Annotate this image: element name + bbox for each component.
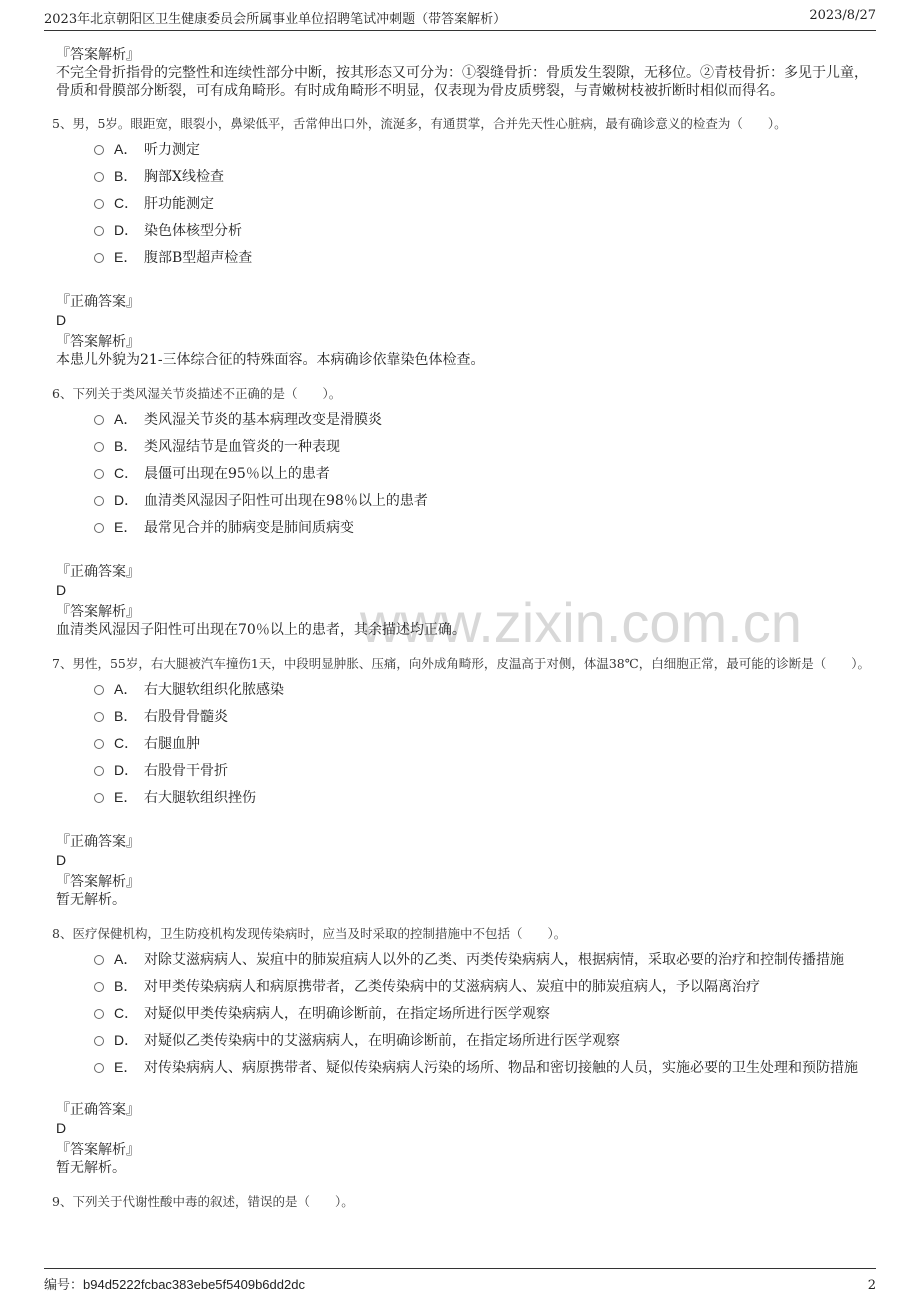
- radio-icon[interactable]: [94, 469, 104, 479]
- radio-icon[interactable]: [94, 1063, 104, 1073]
- document-body: [52, 44, 874, 1211]
- option-5d[interactable]: D． 染色体核型分析: [56, 219, 874, 246]
- correct-answer: D: [56, 312, 67, 328]
- radio-icon[interactable]: [94, 955, 104, 965]
- answer-label: 『正确答案』: [56, 1102, 140, 1118]
- radio-icon[interactable]: [94, 739, 104, 749]
- radio-icon[interactable]: [94, 172, 104, 182]
- radio-icon[interactable]: [94, 253, 104, 263]
- option-8e[interactable]: E． 对传染病病人、病原携带者、疑似传染病病人污染的场所、物品和密切接触的人员，实施必要的卫生处理和预防措施: [56, 1056, 874, 1083]
- analysis-label: 『答案解析』: [56, 874, 140, 890]
- question-stem-8: 8、医疗保健机构，卫生防疫机构发现传染病时，应当及时采取的控制措施中不包括（ ）。: [52, 926, 567, 941]
- document-date: 2023/8/27: [809, 8, 876, 23]
- radio-icon[interactable]: [94, 442, 104, 452]
- options-list-8: [56, 948, 874, 1083]
- option-6d[interactable]: D． 血清类风湿因子阳性可出现在98％以上的患者: [56, 489, 874, 516]
- correct-answer: D: [56, 582, 67, 598]
- answer-label: 『正确答案』: [56, 564, 140, 580]
- page-number: 2: [867, 1278, 876, 1293]
- option-6b[interactable]: B． 类风湿结节是血管炎的一种表现: [56, 435, 874, 462]
- radio-icon[interactable]: [94, 199, 104, 209]
- radio-icon[interactable]: [94, 793, 104, 803]
- radio-icon[interactable]: [94, 496, 104, 506]
- radio-icon[interactable]: [94, 415, 104, 425]
- analysis-text: 本患儿外貌为21-三体综合征的特殊面容。本病确诊依靠染色体检查。: [56, 352, 485, 368]
- radio-icon[interactable]: [94, 712, 104, 722]
- option-7e[interactable]: E． 右大腿软组织挫伤: [56, 786, 874, 813]
- analysis-label: 『答案解析』: [56, 604, 140, 620]
- options-list-6: [56, 408, 874, 543]
- radio-icon[interactable]: [94, 226, 104, 236]
- radio-icon[interactable]: [94, 145, 104, 155]
- analysis-text: 不完全骨折指骨的完整性和连续性部分中断，按其形态又可分为：①裂缝骨折：骨质发生裂隙，无移位。②青枝骨折：多见于儿童，骨质和骨膜部分断裂，可有成角畸形。有时成角畸形不明显，仅表现为骨皮质劈裂，与青嫩树枝被折断时相似而得名。: [56, 65, 868, 99]
- option-6c[interactable]: C． 晨僵可出现在95％以上的患者: [56, 462, 874, 489]
- analysis-label: 『答案解析』: [56, 1142, 140, 1158]
- option-7d[interactable]: D． 右股骨干骨折: [56, 759, 874, 786]
- analysis-label: 『答案解析』: [56, 47, 140, 63]
- radio-icon[interactable]: [94, 766, 104, 776]
- analysis-label: 『答案解析』: [56, 334, 140, 350]
- options-list-5: [56, 138, 874, 273]
- answer-label: 『正确答案』: [56, 294, 140, 310]
- option-7c[interactable]: C． 右腿血肿: [56, 732, 874, 759]
- analysis-text: 血清类风湿因子阳性可出现在70％以上的患者，其余描述均正确。: [56, 622, 466, 638]
- question-stem-5: 5、男，5岁。眼距宽，眼裂小，鼻梁低平，舌常伸出口外，流涎多，有通贯掌，合并先天性心脏病，最有确诊意义的检查为（ ）。: [52, 116, 787, 131]
- option-5c[interactable]: C． 肝功能测定: [56, 192, 874, 219]
- radio-icon[interactable]: [94, 523, 104, 533]
- option-7a[interactable]: A． 右大腿软组织化脓感染: [56, 678, 874, 705]
- analysis-text: 暂无解析。: [56, 892, 126, 908]
- question-stem-9: 9、下列关于代谢性酸中毒的叙述，错误的是（ ）。: [52, 1194, 354, 1209]
- question-stem-6: 6、下列关于类风湿关节炎描述不正确的是（ ）。: [52, 386, 342, 401]
- radio-icon[interactable]: [94, 982, 104, 992]
- option-6e[interactable]: E． 最常见合并的肺病变是肺间质病变: [56, 516, 874, 543]
- option-8c[interactable]: C． 对疑似甲类传染病病人，在明确诊断前，在指定场所进行医学观察: [56, 1002, 874, 1029]
- options-list-7: [56, 678, 874, 813]
- radio-icon[interactable]: [94, 1009, 104, 1019]
- correct-answer: D: [56, 1120, 67, 1136]
- option-5e[interactable]: E． 腹部B型超声检查: [56, 246, 874, 273]
- option-6a[interactable]: A． 类风湿关节炎的基本病理改变是滑膜炎: [56, 408, 874, 435]
- radio-icon[interactable]: [94, 685, 104, 695]
- option-7b[interactable]: B． 右股骨骨髓炎: [56, 705, 874, 732]
- answer-label: 『正确答案』: [56, 834, 140, 850]
- page-footer: [44, 1268, 876, 1293]
- option-8a[interactable]: A． 对除艾滋病病人、炭疽中的肺炭疽病人以外的乙类、丙类传染病病人，根据病情，采取必要的治疗和控制传播措施: [56, 948, 874, 975]
- document-code: 编号：b94d5222fcbac383ebe5f5409b6dd2dc: [44, 1277, 305, 1293]
- option-8b[interactable]: B． 对甲类传染病病人和病原携带者，乙类传染病中的艾滋病病人、炭疽中的肺炭疽病人，予以隔离治疗: [56, 975, 874, 1002]
- correct-answer: D: [56, 852, 67, 868]
- document-title: 2023年北京朝阳区卫生健康委员会所属事业单位招聘笔试冲刺题（带答案解析）: [44, 12, 507, 27]
- question-stem-7: 7、男性，55岁，右大腿被汽车撞伤1天，中段明显肿胀、压痛，向外成角畸形，皮温高于对侧，体温38℃，白细胞正常，最可能的诊断是（ ）。: [52, 656, 870, 671]
- option-5b[interactable]: B． 胸部X线检查: [56, 165, 874, 192]
- option-5a[interactable]: A． 听力测定: [56, 138, 874, 165]
- watermark: www.zixin.com.cn: [360, 591, 802, 654]
- page-header: [44, 8, 876, 31]
- radio-icon[interactable]: [94, 1036, 104, 1046]
- option-8d[interactable]: D． 对疑似乙类传染病中的艾滋病病人，在明确诊断前，在指定场所进行医学观察: [56, 1029, 874, 1056]
- analysis-text: 暂无解析。: [56, 1160, 126, 1176]
